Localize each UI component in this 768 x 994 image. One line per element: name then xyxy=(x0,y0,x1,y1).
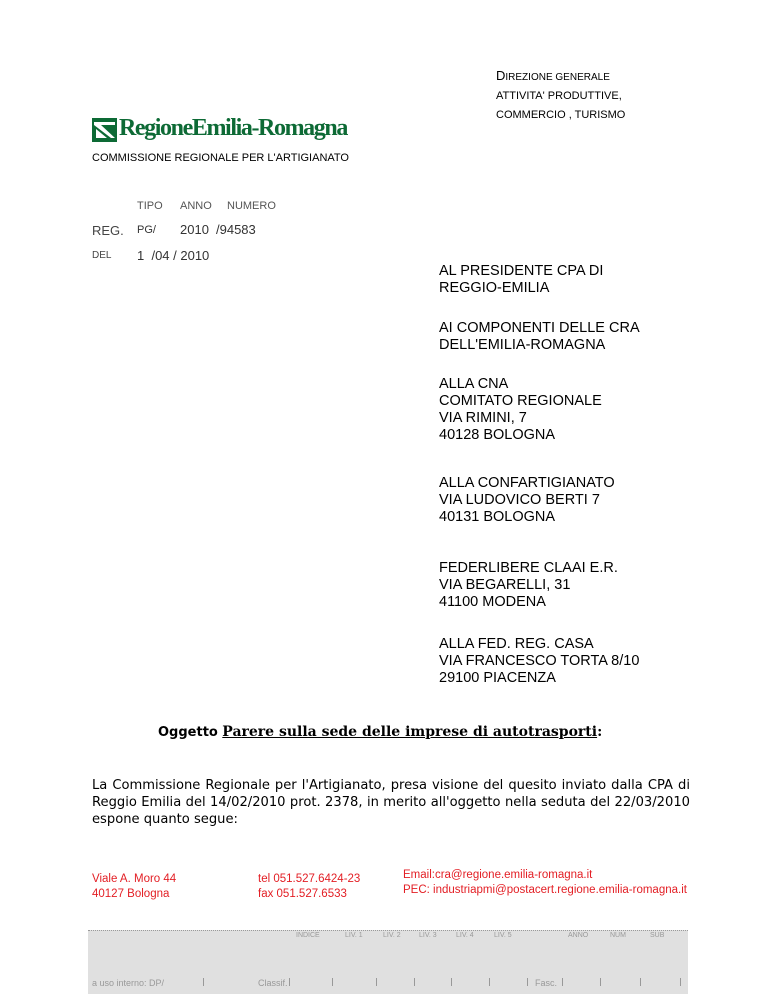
recipient-block xyxy=(439,320,640,354)
footer-address xyxy=(92,872,176,902)
recipient-line: ALLA FED. REG. CASA xyxy=(439,636,594,652)
reg-tipo-value: PG/ xyxy=(137,224,156,236)
bar-col-liv1: LIV. 1 xyxy=(345,932,363,939)
reg-label: REG. xyxy=(92,223,124,238)
recipient-line: ALLA CNA xyxy=(439,376,509,392)
recipient-block xyxy=(439,560,618,611)
internal-use-label: a uso interno: DP/ xyxy=(92,978,165,988)
bar-separator xyxy=(600,978,601,986)
bar-col-liv5: LIV. 5 xyxy=(494,932,512,939)
bar-col-anno: ANNO xyxy=(568,932,589,939)
bar-separator xyxy=(562,978,563,986)
reg-col-anno: ANNO xyxy=(180,200,212,212)
recipient-line: COMITATO REGIONALE xyxy=(439,393,602,409)
footer-address-line: Viale A. Moro 44 xyxy=(92,873,177,885)
recipient-line: VIA FRANCESCO TORTA 8/10 xyxy=(439,653,640,669)
reg-numero-value: /94583 xyxy=(216,222,256,237)
bar-separator xyxy=(203,978,204,986)
commission-title: COMMISSIONE REGIONALE PER L'ARTIGIANATO xyxy=(92,152,349,164)
del-label: DEL xyxy=(92,250,112,261)
recipient-line: VIA BEGARELLI, 31 xyxy=(439,577,571,593)
recipient-line: AL PRESIDENTE CPA DI xyxy=(439,263,604,279)
footer-phone-line: tel 051.527.6424-23 xyxy=(258,873,361,885)
subject-text: Parere sulla sede delle imprese di autotrasporti xyxy=(222,724,598,740)
reg-col-numero: NUMERO xyxy=(227,200,276,212)
recipient-line: VIA LUDOVICO BERTI 7 xyxy=(439,492,600,508)
bar-separator xyxy=(527,978,528,986)
bar-col-liv2: LIV. 2 xyxy=(383,932,401,939)
bar-col-liv4: LIV. 4 xyxy=(456,932,474,939)
footer-email xyxy=(403,868,687,898)
recipient-line: 29100 PIACENZA xyxy=(439,670,556,686)
classif-label: Classif. xyxy=(258,978,288,988)
body-paragraph: La Commissione Regionale per l'Artigianato, presa visione del quesito inviato dalla CPA di Reggio Emilia del 14/02/2010 prot. 2378, in merito all'oggetto nella seduta del 22/03/2010 espone quanto segue: xyxy=(92,778,690,827)
reg-anno-value: 2010 xyxy=(180,222,209,237)
recipient-line: ALLA CONFARTIGIANATO xyxy=(439,475,615,491)
recipient-line: 40128 BOLOGNA xyxy=(439,427,556,443)
bar-separator xyxy=(414,978,415,986)
reg-date-value: 1 /04 / 2010 xyxy=(137,248,210,263)
recipient-line: 41100 MODENA xyxy=(439,594,546,610)
subject-colon: : xyxy=(597,724,603,740)
recipient-line: 40131 BOLOGNA xyxy=(439,509,556,525)
recipient-line: FEDERLIBERE CLAAI E.R. xyxy=(439,560,618,576)
bar-separator xyxy=(640,978,641,986)
department-header xyxy=(496,66,625,125)
footer-phone xyxy=(258,872,360,902)
recipient-line: VIA RIMINI, 7 xyxy=(439,410,527,426)
regione-logo xyxy=(92,115,347,145)
recipient-line: REGGIO-EMILIA xyxy=(439,280,550,296)
protocol-bar xyxy=(88,930,688,994)
reg-col-tipo: TIPO xyxy=(137,200,163,212)
bar-col-liv3: LIV. 3 xyxy=(419,932,437,939)
bar-col-num: NUM xyxy=(610,932,626,939)
recipient-block xyxy=(439,636,639,687)
recipient-line: DELL'EMILIA-ROMAGNA xyxy=(439,337,606,353)
protocol-bar-divider xyxy=(88,930,688,931)
bar-separator xyxy=(289,978,290,986)
bar-separator xyxy=(489,978,490,986)
pec-address: PEC: industriapmi@postacert.regione.emilia-romagna.it xyxy=(403,884,687,896)
bar-separator xyxy=(376,978,377,986)
bar-col-indice: INDICE xyxy=(296,932,320,939)
subject-label: Oggetto xyxy=(158,725,218,740)
recipient-block xyxy=(439,263,603,297)
department-line-1: DIREZIONE GENERALE xyxy=(496,68,610,83)
recipient-line: AI COMPONENTI DELLE CRA xyxy=(439,320,640,336)
department-line-1-text: IREZIONE GENERALE xyxy=(505,72,610,83)
footer-address-line: 40127 Bologna xyxy=(92,888,170,900)
recipient-block xyxy=(439,475,615,526)
fasc-label: Fasc. xyxy=(535,978,558,988)
footer-phone-line: fax 051.527.6533 xyxy=(258,888,347,900)
regione-logo-icon xyxy=(92,118,117,142)
bar-separator xyxy=(332,978,333,986)
recipient-block xyxy=(439,376,602,444)
subject-line xyxy=(158,723,602,741)
bar-separator xyxy=(451,978,452,986)
logo-text: RegioneEmilia-Romagna xyxy=(119,115,347,141)
email-address: Email:cra@regione.emilia-romagna.it xyxy=(403,869,593,881)
department-line-3: COMMERCIO , TURISMO xyxy=(496,109,626,121)
bar-col-sub: SUB xyxy=(650,932,665,939)
bar-separator xyxy=(680,978,681,986)
department-line-2: ATTIVITA' PRODUTTIVE, xyxy=(496,90,622,102)
